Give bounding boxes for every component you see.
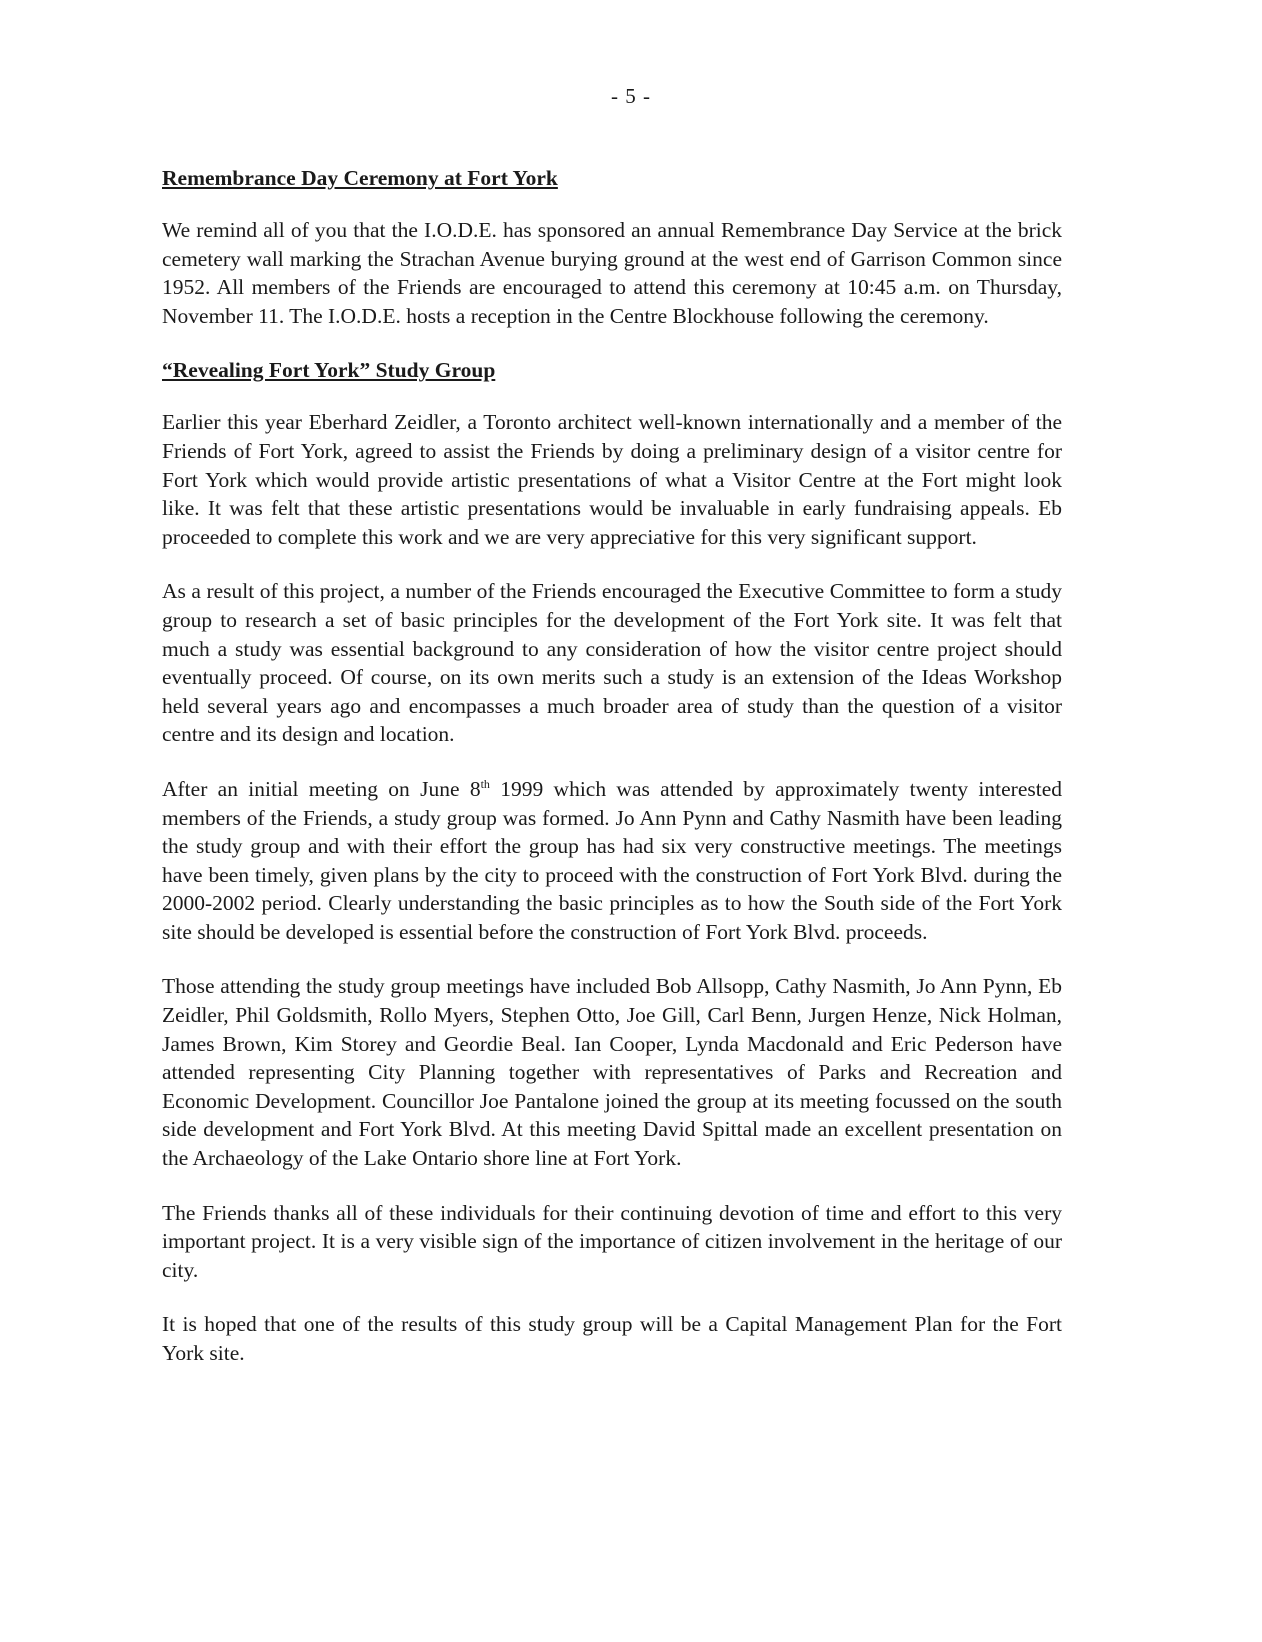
ordinal-suffix: th: [480, 776, 490, 791]
section-remembrance-day: [162, 164, 1062, 330]
paragraph-text-start: After an initial meeting on June 8: [162, 776, 481, 801]
section-study-group: [162, 356, 1062, 1367]
paragraph: The Friends thanks all of these individuals for their continuing devotion of time and effort to this very important project. It is a very visible sign of the importance of citizen involvement in the heritage of our city.: [162, 1200, 1062, 1282]
page-number: - 5 -: [611, 84, 651, 108]
document-body: [162, 164, 1062, 1394]
paragraph: It is hoped that one of the results of this study group will be a Capital Management Plan for the Fort York site.: [162, 1312, 1062, 1365]
paragraph: Those attending the study group meetings have included Bob Allsopp, Cathy Nasmith, Jo Ann Pynn, Eb Zeidler, Phil Goldsmith, Rollo Myers, Stephen Otto, Joe Gill, Carl Benn, Jurgen Henze, Nick Holman, James Brown, Kim Storey and Geordie Beal. Ian Cooper, Lynda Macdonald and Eric Pederson have attended representing City Planning together with representatives of Parks and Recreation and Economic Development. Councillor Joe Pantalone joined the group at its meeting focussed on the south side development and Fort York Blvd. At this meeting David Spittal made an excellent presentation on the Archaeology of the Lake Ontario shore line at Fort York.: [162, 974, 1062, 1171]
section-heading: “Revealing Fort York” Study Group: [162, 358, 496, 383]
paragraph: [162, 775, 1062, 947]
paragraph: Earlier this year Eberhard Zeidler, a Toronto architect well-known internationally and a member of the Friends of Fort York, agreed to assist the Friends by doing a preliminary design of a visitor centre for Fort York which would provide artistic presentations of what a Visitor Centre at the Fort might look like. It was felt that these artistic presentations would be invaluable in early fundraising appeals. Eb proceeded to complete this work and we are very appreciative for this very significant support.: [162, 410, 1062, 549]
paragraph: As a result of this project, a number of the Friends encouraged the Executive Committee to form a study group to research a set of basic principles for the development of the Fort York site. It was felt that much a study was essential background to any consideration of how the visitor centre project should eventually proceed. Of course, on its own merits such a study is an extension of the Ideas Workshop held several years ago and encompasses a much broader area of study than the question of a visitor centre and its design and location.: [162, 579, 1062, 747]
section-heading: Remembrance Day Ceremony at Fort York: [162, 166, 558, 190]
paragraph-text-rest: 1999 which was attended by approximately twenty interested members of the Friends, a study group was formed. Jo Ann Pynn and Cathy Nasmith have been leading the study group and with their effort the group has had six very constructive meetings. The meetings have been timely, given plans by the city to proceed with the construction of Fort York Blvd. during the 2000-2002 period. Clearly understanding the basic principles as to how the South side of the Fort York site should be developed is essential before the construction of Fort York Blvd. proceeds.: [162, 776, 1062, 944]
paragraph: We remind all of you that the I.O.D.E. has sponsored an annual Remembrance Day Service at the brick cemetery wall marking the Strachan Avenue burying ground at the west end of Garrison Common since 1952. All members of the Friends are encouraged to attend this ceremony at 10:45 a.m. on Thursday, November 11. The I.O.D.E. hosts a reception in the Centre Blockhouse following the ceremony.: [162, 218, 1062, 328]
